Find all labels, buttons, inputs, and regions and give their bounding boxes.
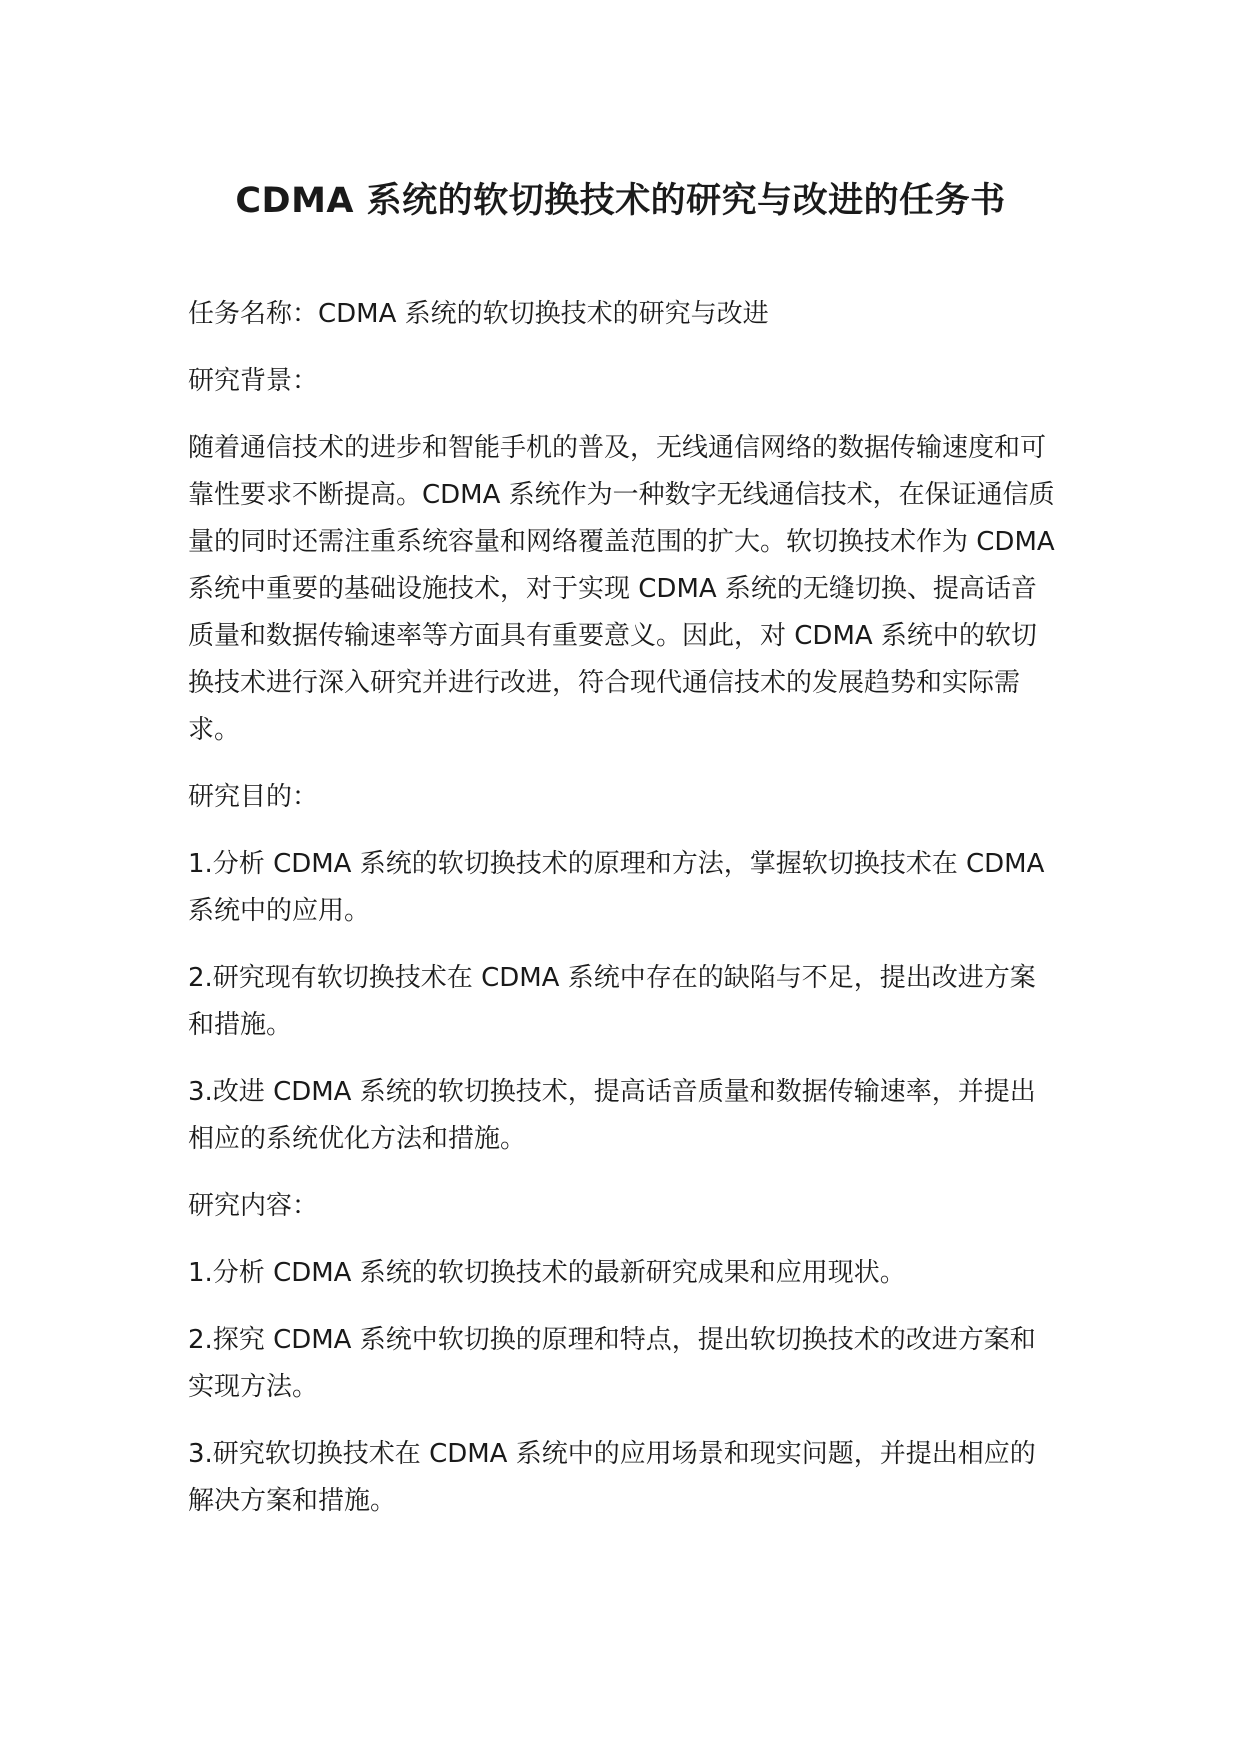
task-name: 任务名称：CDMA 系统的软切换技术的研究与改进	[188, 299, 769, 329]
objective-item: 1.分析 CDMA 系统的软切换技术的原理和方法，掌握软切换技术在 CDMA 系统中的应用。	[188, 849, 1045, 926]
objective-item: 2.研究现有软切换技术在 CDMA 系统中存在的缺陷与不足，提出改进方案和措施。	[188, 963, 1036, 1040]
content-heading: 研究内容：	[188, 1191, 319, 1221]
document-title: CDMA 系统的软切换技术的研究与改进的任务书	[235, 181, 1006, 221]
objectives-heading: 研究目的：	[188, 782, 319, 812]
background-heading: 研究背景：	[188, 366, 319, 396]
document-body	[188, 291, 1056, 1545]
content-item: 2.探究 CDMA 系统中软切换的原理和特点，提出软切换技术的改进方案和实现方法。	[188, 1325, 1036, 1402]
content-item: 3.研究软切换技术在 CDMA 系统中的应用场景和现实问题，并提出相应的解决方案和措施。	[188, 1439, 1036, 1516]
content-item: 1.分析 CDMA 系统的软切换技术的最新研究成果和应用现状。	[188, 1258, 906, 1288]
objective-item: 3.改进 CDMA 系统的软切换技术，提高话音质量和数据传输速率，并提出相应的系统优化方法和措施。	[188, 1077, 1036, 1154]
background-paragraph: 随着通信技术的进步和智能手机的普及，无线通信网络的数据传输速度和可靠性要求不断提高。CDMA 系统作为一种数字无线通信技术，在保证通信质量的同时还需注重系统容量和网络覆盖范围的扩大。软切换技术作为 CDMA 系统中重要的基础设施技术，对于实现 CDMA 系统的无缝切换、提高话音质量和数据传输速率等方面具有重要意义。因此，对 CDMA 系统中的软切换技术进行深入研究并进行改进，符合现代通信技术的发展趋势和实际需求。	[188, 433, 1055, 745]
